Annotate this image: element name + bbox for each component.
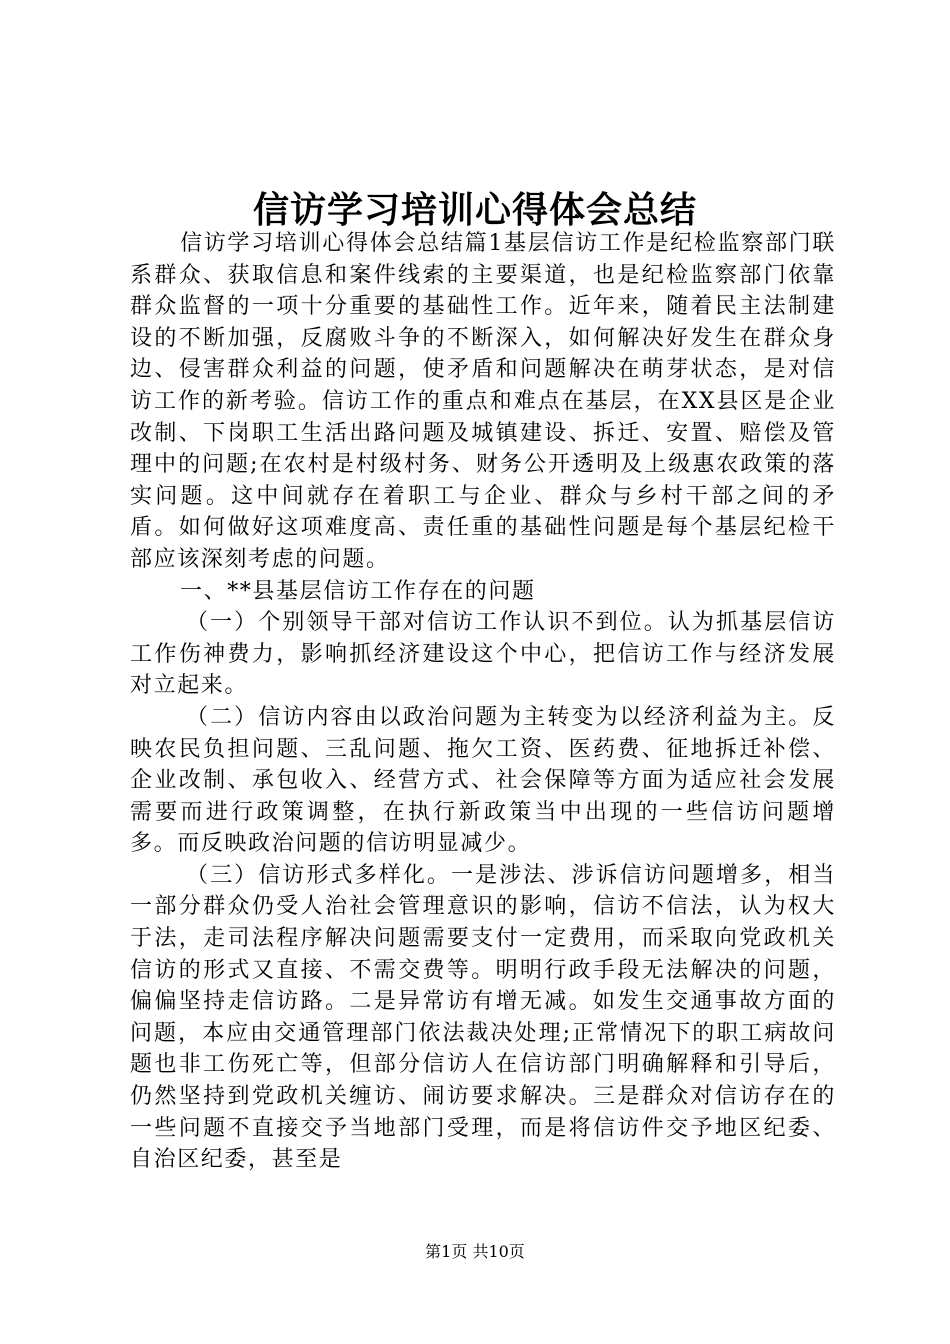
document-body: [130, 228, 836, 1176]
section-heading: 一、**县基层信访工作存在的问题: [180, 578, 536, 604]
paragraph-item-3: （三）信访形式多样化。一是涉法、涉诉信访问题增多，相当一部分群众仍受人治社会管理意识的影响，信访不信法，认为权大于法，走司法程序解决问题需要支付一定费用，而采取向党政机关信访的形式又直接、不需交费等。明明行政手段无法解决的问题，偏偏坚持走信访路。二是异常访有增无减。如发生交通事故方面的问题，本应由交通管理部门依法裁决处理;正常情况下的职工病故问题也非工伤死亡等，但部分信访人在信访部门明确解释和引导后，仍然坚持到党政机关缠访、闹访要求解决。三是群众对信访存在的一些问题不直接交予当地部门受理，而是将信访件交予地区纪委、自治区纪委，甚至是: [130, 862, 836, 1173]
document-title: 信访学习培训心得体会总结: [252, 189, 697, 231]
paragraph-item-2: （二）信访内容由以政治问题为主转变为以经济利益为主。反映农民负担问题、三乱问题、拖欠工资、医药费、征地拆迁补偿、企业改制、承包收入、经营方式、社会保障等方面为适应社会发展需要而进行政策调整，在执行新政策当中出现的一些信访问题增多。而反映政治问题的信访明显减少。: [130, 704, 836, 857]
page-number-footer: 第1页 共10页: [425, 1242, 525, 1261]
paragraph-item-1: （一）个别领导干部对信访工作认识不到位。认为抓基层信访工作伤神费力，影响抓经济建设这个中心，把信访工作与经济发展对立起来。: [130, 610, 836, 699]
paragraph-intro: 信访学习培训心得体会总结篇1基层信访工作是纪检监察部门联系群众、获取信息和案件线索的主要渠道，也是纪检监察部门依靠群众监督的一项十分重要的基础性工作。近年来，随着民主法制建设的不断加强，反腐败斗争的不断深入，如何解决好发生在群众身边、侵害群众利益的问题，使矛盾和问题解决在萌芽状态，是对信访工作的新考验。信访工作的重点和难点在基层，在XX县区是企业改制、下岗职工生活出路问题及城镇建设、拆迁、安置、赔偿及管理中的问题;在农村是村级村务、财务公开透明及上级惠农政策的落实问题。这中间就存在着职工与企业、群众与乡村干部之间的矛盾。如何做好这项难度高、责任重的基础性问题是每个基层纪检干部应该深刻考虑的问题。: [130, 231, 836, 572]
